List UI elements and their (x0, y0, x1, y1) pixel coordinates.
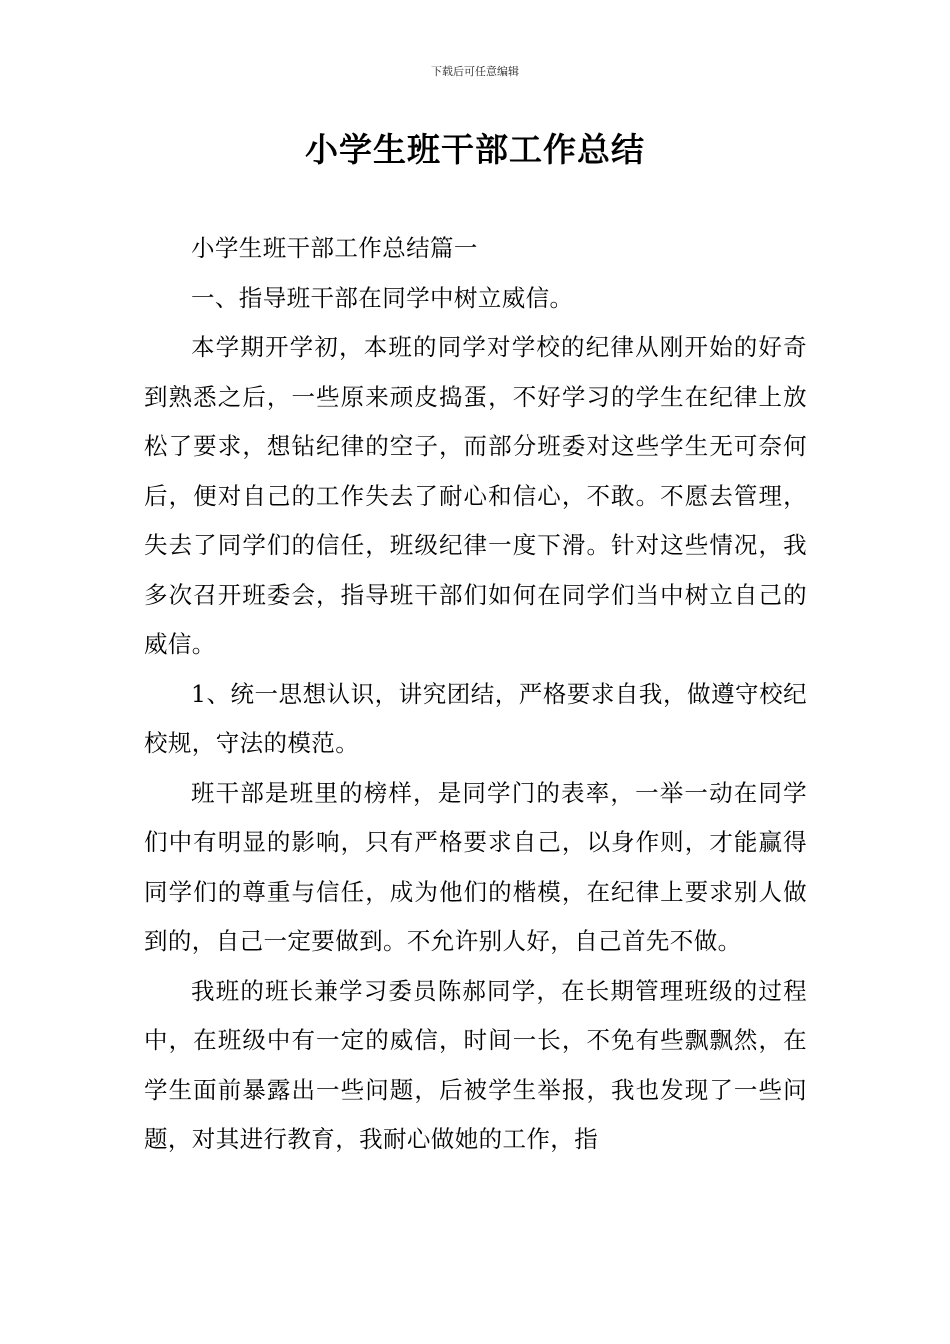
numbered-point: 1、统一思想认识，讲究团结，严格要求自我，做遵守校纪校规，守法的模范。 (144, 679, 807, 757)
paragraph: 班干部是班里的榜样，是同学门的表率，一举一动在同学们中有明显的影响，只有严格要求自己，以身作则，才能赢得同学们的尊重与信任，成为他们的楷模，在纪律上要求别人做到的，自己一定要做到。不允许别人好，自己首先不做。 (144, 778, 807, 955)
paragraph: 本学期开学初，本班的同学对学校的纪律从刚开始的好奇到熟悉之后，一些原来顽皮捣蛋，不好学习的学生在纪律上放松了要求，想钻纪律的空子，而部分班委对这些学生无可奈何后，便对自己的工作失去了耐心和信心，不敢。不愿去管理，失去了同学们的信任，班级纪律一度下滑。针对这些情况，我多次召开班委会，指导班干部们如何在同学们当中树立自己的威信。 (144, 333, 807, 658)
document-title: 小学生班干部工作总结 (305, 130, 645, 169)
subsection-heading: 一、指导班干部在同学中树立威信。 (191, 283, 574, 312)
header-note: 下载后可任意编辑 (431, 65, 519, 78)
document-body (144, 224, 807, 1165)
section-heading: 小学生班干部工作总结篇一 (191, 234, 478, 262)
paragraph: 我班的班长兼学习委员陈郝同学，在长期管理班级的过程中，在班级中有一定的威信，时间一长，不免有些飘飘然，在学生面前暴露出一些问题，后被学生举报，我也发现了一些问题，对其进行教育，我耐心做她的工作，指 (144, 976, 807, 1153)
